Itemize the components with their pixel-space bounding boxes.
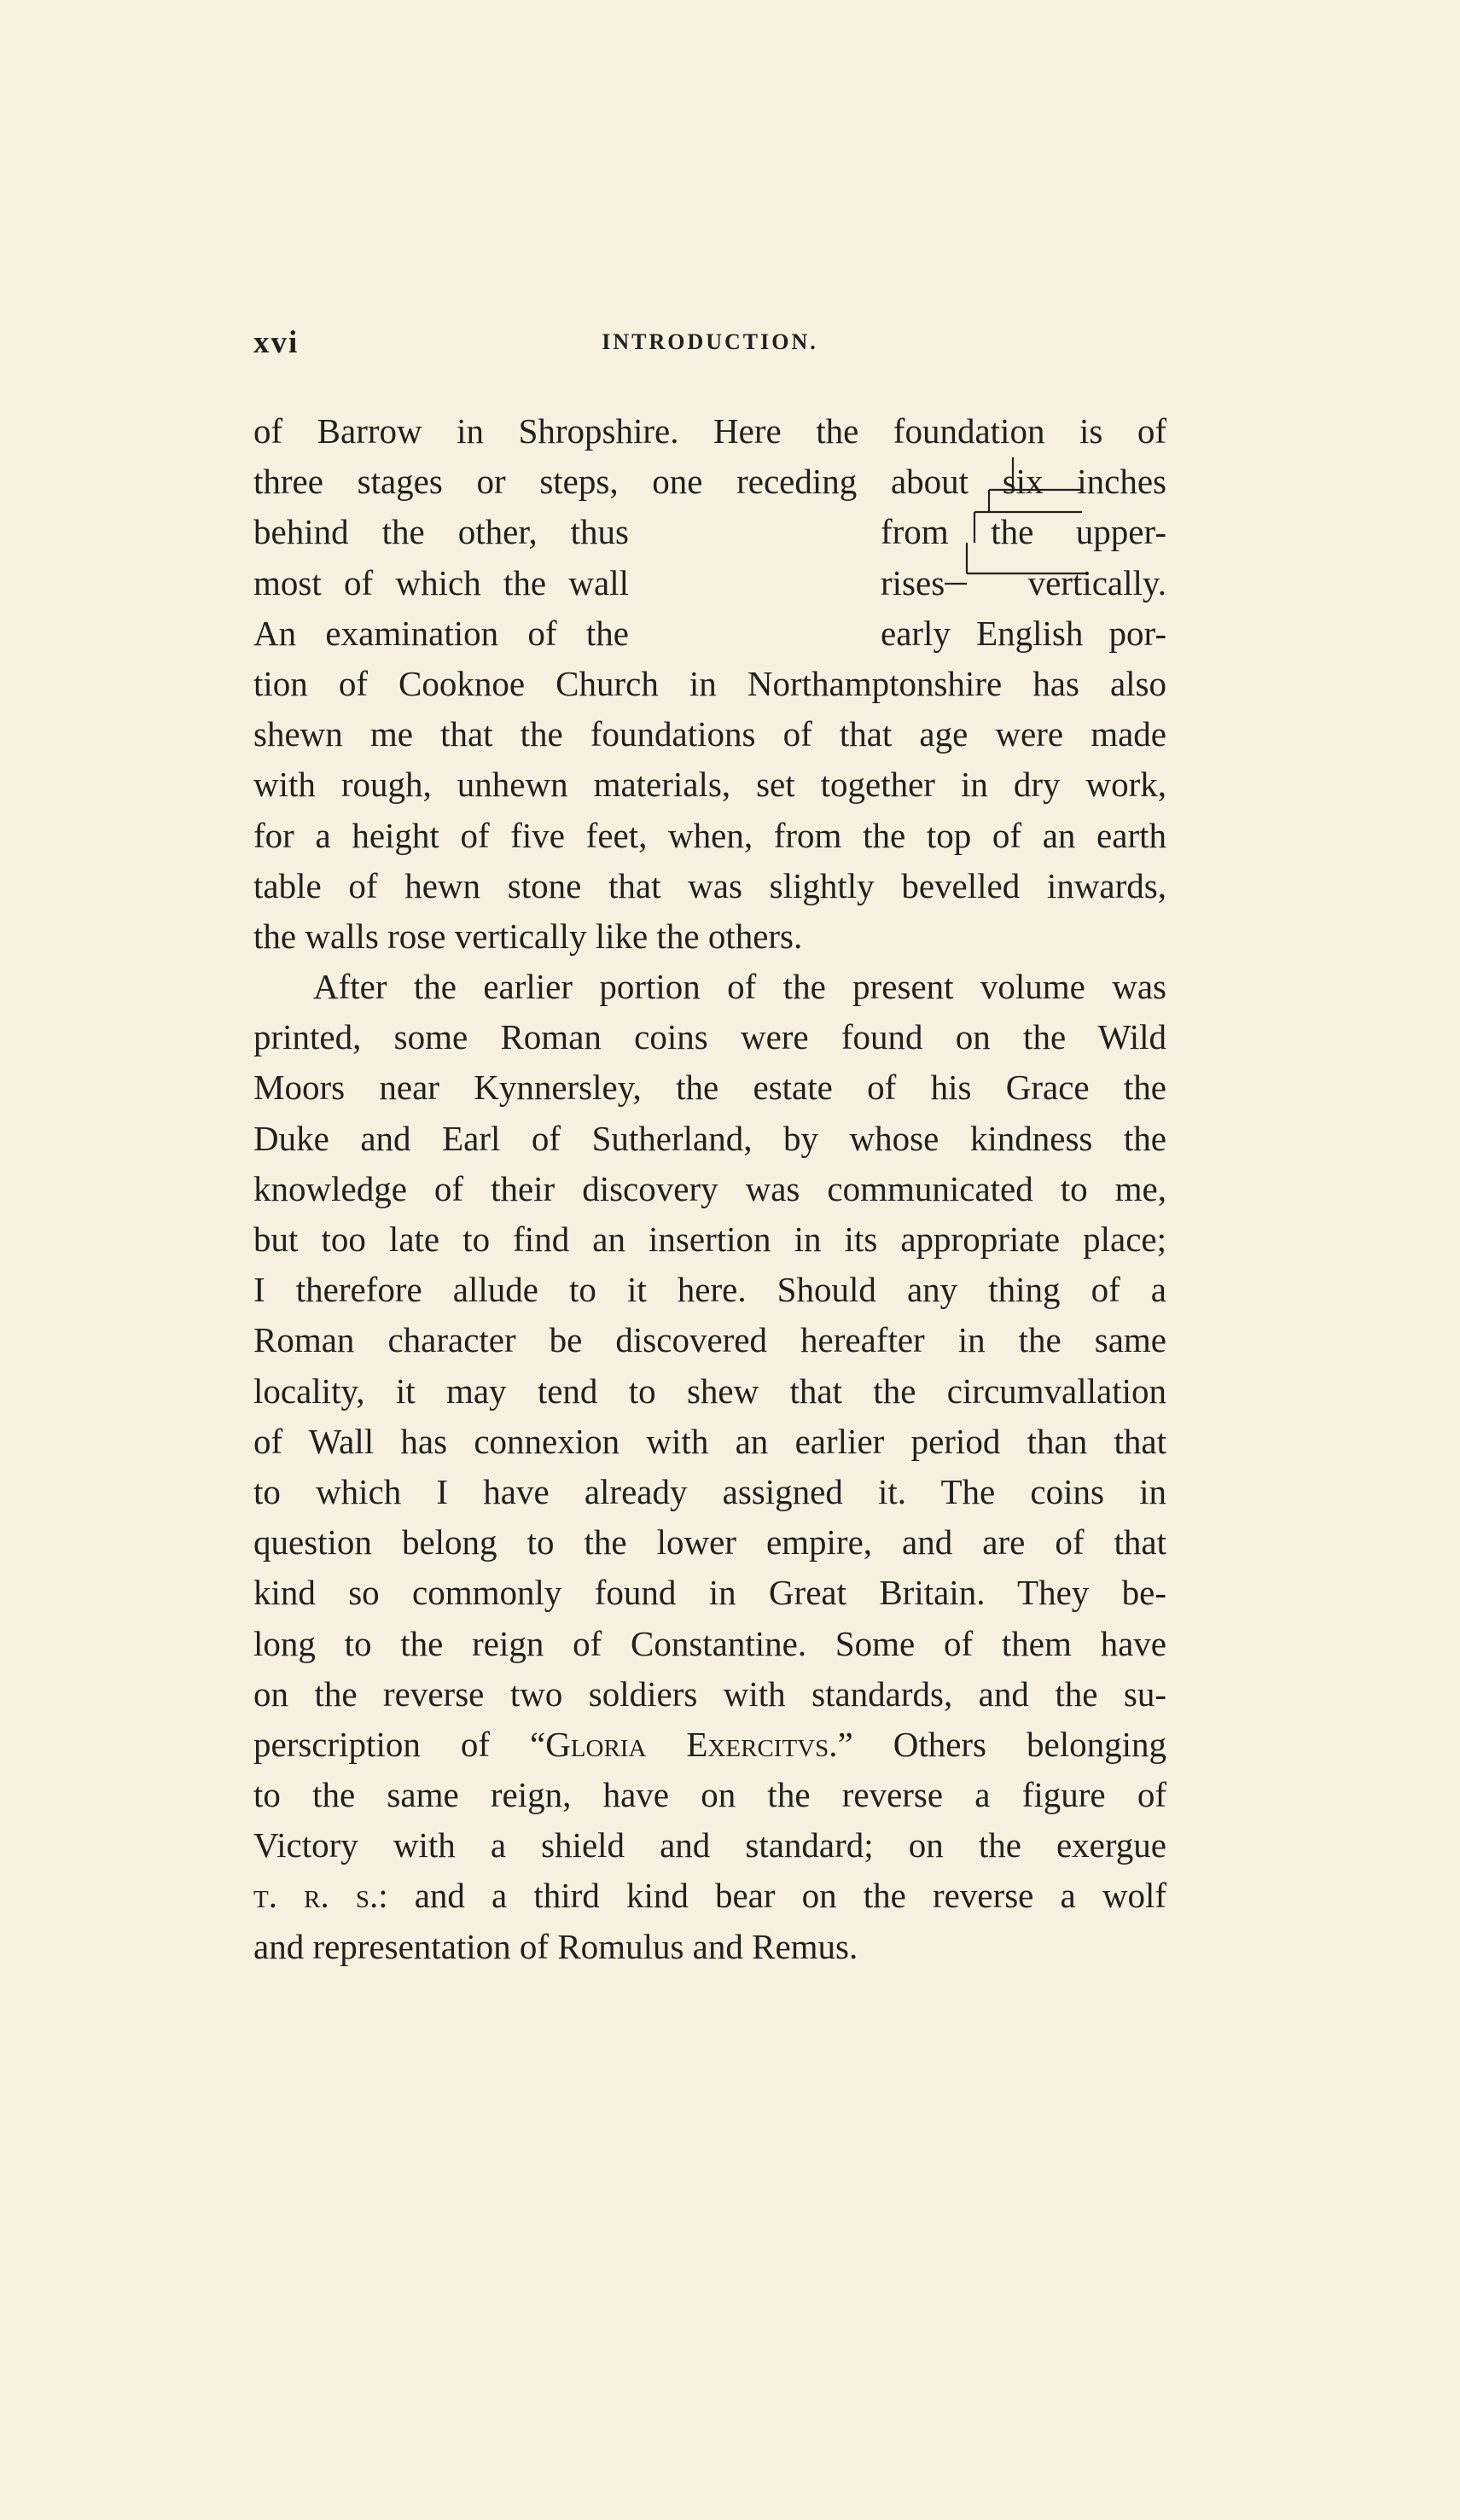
text-line: tion of Cooknoe Church in Northamptonshire has also [253, 663, 1166, 703]
coin-inscription: Gloria Exercitvs. [545, 1724, 838, 1764]
text-line: I therefore allude to it here. Should any thing of a [253, 1270, 1166, 1310]
text-line-left: behind the other, thus [253, 512, 629, 552]
text-line-right: early English por- [881, 613, 1166, 653]
text-line: for a height of five feet, when, from the top of an earth [253, 815, 1166, 855]
page-header [253, 324, 1166, 367]
text-line: printed, some Roman coins were found on the Wild [253, 1017, 1166, 1057]
text-line [253, 1871, 1166, 1921]
text-line: question belong to the lower empire, and are of that [253, 1522, 1166, 1563]
exergue-mark: t. r. s. [253, 1876, 379, 1916]
page-number: xvi [253, 325, 300, 360]
text-line: and representation of Romulus and Remus. [253, 1926, 858, 1966]
text-line: shewn me that the foundations of that age were made [253, 714, 1166, 754]
text-line: on the reverse two soldiers with standards, and the su- [253, 1673, 1166, 1714]
text-line: with rough, unhewn materials, set together in dry work, [253, 765, 1166, 805]
text-line: of Wall has connexion with an earlier period than that [253, 1421, 1166, 1461]
text-line: Moors near Kynnersley, the estate of his Grace the [253, 1068, 1166, 1108]
body-text [253, 406, 1166, 1972]
stepped-foundation-diagram-icon [684, 447, 1094, 618]
text-line: locality, it may tend to shew that the circumvallation [253, 1371, 1166, 1411]
text-line-right: rises vertically. [881, 562, 1166, 602]
text-line: kind so commonly found in Great Britain. They be- [253, 1573, 1166, 1613]
text-line: of Barrow in Shropshire. Here the foundation is of [253, 411, 1166, 451]
text-line: to which I have already assigned it. The coins in [253, 1471, 1166, 1511]
text-line: knowledge of their discovery was communicated to me, [253, 1168, 1166, 1208]
text-line: the walls rose vertically like the others. [253, 916, 803, 956]
text-line: three stages or steps, one receding about six inches [253, 462, 1166, 502]
text-fragment: perscription of “ [253, 1724, 546, 1764]
text-line: but too late to find an insertion in its appropriate place; [253, 1219, 1166, 1259]
running-title: INTRODUCTION. [602, 329, 818, 354]
text-fragment: : and a third kind bear on the reverse a wolf [378, 1876, 1166, 1916]
text-fragment: ” Others belonging [837, 1724, 1166, 1764]
paragraph-start-line: After the earlier portion of the present volume was [313, 967, 1166, 1007]
text-line [253, 1720, 1166, 1770]
text-line: table of hewn stone that was slightly bevelled inwards, [253, 865, 1166, 905]
text-line-left: most of which the wall [253, 562, 629, 602]
text-line: to the same reign, have on the reverse a figure of [253, 1775, 1166, 1815]
text-line: long to the reign of Constantine. Some of them have [253, 1623, 1166, 1663]
text-line-right: from the upper- [881, 512, 1166, 552]
text-line: Victory with a shield and standard; on the exergue [253, 1825, 1166, 1865]
text-line: Duke and Earl of Sutherland, by whose kindness the [253, 1118, 1166, 1158]
text-line-left: An examination of the [253, 613, 629, 653]
text-line: Roman character be discovered hereafter in the same [253, 1320, 1166, 1360]
